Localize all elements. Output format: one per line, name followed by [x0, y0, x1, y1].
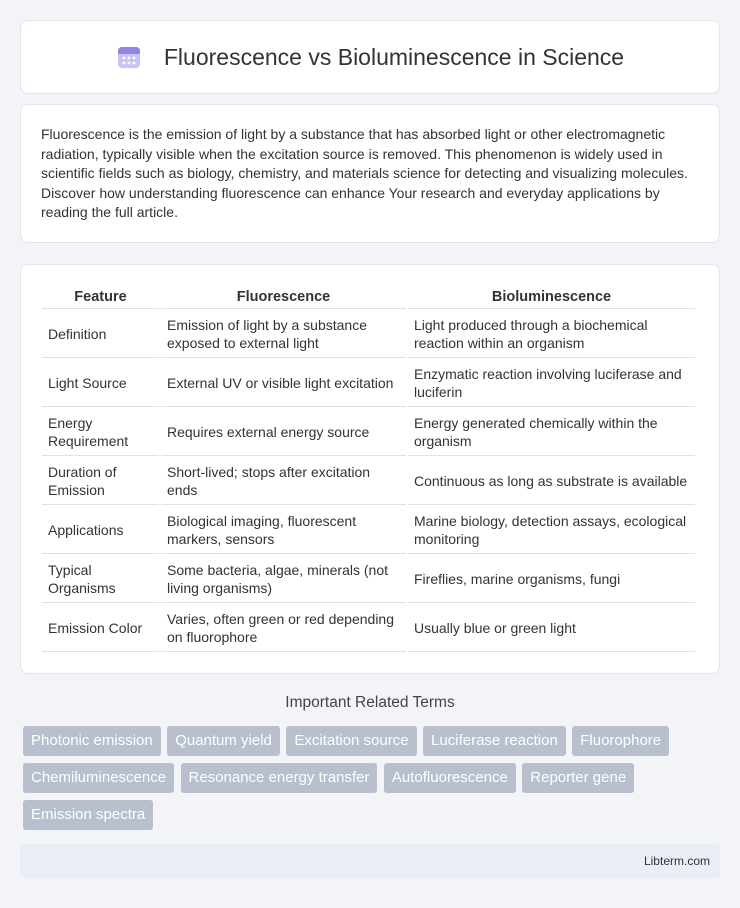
feature-cell: Applications: [42, 505, 159, 554]
comparison-table: [40, 285, 697, 652]
bioluminescence-cell: Marine biology, detection assays, ecological monitoring: [408, 505, 695, 554]
bioluminescence-cell: Enzymatic reaction involving luciferase and luciferin: [408, 358, 695, 407]
term-tag[interactable]: Reporter gene: [522, 763, 634, 793]
term-tag[interactable]: Excitation source: [286, 726, 416, 756]
fluorescence-cell: Short-lived; stops after excitation ends: [161, 456, 406, 505]
comparison-table-card: [20, 264, 720, 674]
calendar-grid-icon: [116, 44, 142, 70]
page-header: [20, 20, 720, 94]
feature-cell: Emission Color: [42, 603, 159, 652]
bioluminescence-cell: Energy generated chemically within the organism: [408, 407, 695, 456]
bioluminescence-cell: Fireflies, marine organisms, fungi: [408, 554, 695, 603]
bioluminescence-cell: Light produced through a biochemical reaction within an organism: [408, 309, 695, 358]
feature-cell: Duration of Emission: [42, 456, 159, 505]
term-tag[interactable]: Fluorophore: [572, 726, 669, 756]
footer-brand-link[interactable]: Libterm.com: [643, 854, 710, 868]
feature-cell: Definition: [42, 309, 159, 358]
term-tag[interactable]: Emission spectra: [23, 800, 153, 830]
header-fluorescence: Fluorescence: [161, 285, 406, 309]
table-row: [42, 554, 695, 603]
term-tag[interactable]: Autofluorescence: [384, 763, 516, 793]
table-row: [42, 505, 695, 554]
fluorescence-cell: Biological imaging, fluorescent markers, sensors: [161, 505, 406, 554]
term-tag[interactable]: Chemiluminescence: [23, 763, 174, 793]
footer: [20, 844, 720, 878]
table-row: [42, 456, 695, 505]
term-tag[interactable]: Quantum yield: [167, 726, 280, 756]
feature-cell: Typical Organisms: [42, 554, 159, 603]
term-tag[interactable]: Resonance energy transfer: [181, 763, 378, 793]
header-feature: Feature: [42, 285, 159, 309]
table-row: [42, 309, 695, 358]
term-tag[interactable]: Luciferase reaction: [423, 726, 566, 756]
fluorescence-cell: External UV or visible light excitation: [161, 358, 406, 407]
intro-section: [20, 104, 720, 243]
fluorescence-cell: Varies, often green or red depending on fluorophore: [161, 603, 406, 652]
table-header-row: [42, 285, 695, 309]
fluorescence-cell: Requires external energy source: [161, 407, 406, 456]
feature-cell: Light Source: [42, 358, 159, 407]
table-row: [42, 603, 695, 652]
related-terms-title: Important Related Terms: [285, 694, 455, 711]
bioluminescence-cell: Usually blue or green light: [408, 603, 695, 652]
header-bioluminescence: Bioluminescence: [408, 285, 695, 309]
fluorescence-cell: Some bacteria, algae, minerals (not living organisms): [161, 554, 406, 603]
page-title: Fluorescence vs Bioluminescence in Science: [163, 43, 625, 70]
fluorescence-cell: Emission of light by a substance exposed to external light: [161, 309, 406, 358]
table-row: [42, 407, 695, 456]
bioluminescence-cell: Continuous as long as substrate is available: [408, 456, 695, 505]
term-tag[interactable]: Photonic emission: [23, 726, 161, 756]
related-terms-list: [23, 726, 723, 837]
feature-cell: Energy Requirement: [42, 407, 159, 456]
intro-text: Fluorescence is the emission of light by a substance that has absorbed light or other electromagnetic radiation, typically visible when the excitation source is removed. This phenomenon is widely used in scientific fields such as biology, chemistry, and materials science for detecting and visualizing molecules. Discover how understanding fluorescence can enhance Your research and everyday applications by reading the full article.: [41, 126, 688, 220]
table-row: [42, 358, 695, 407]
